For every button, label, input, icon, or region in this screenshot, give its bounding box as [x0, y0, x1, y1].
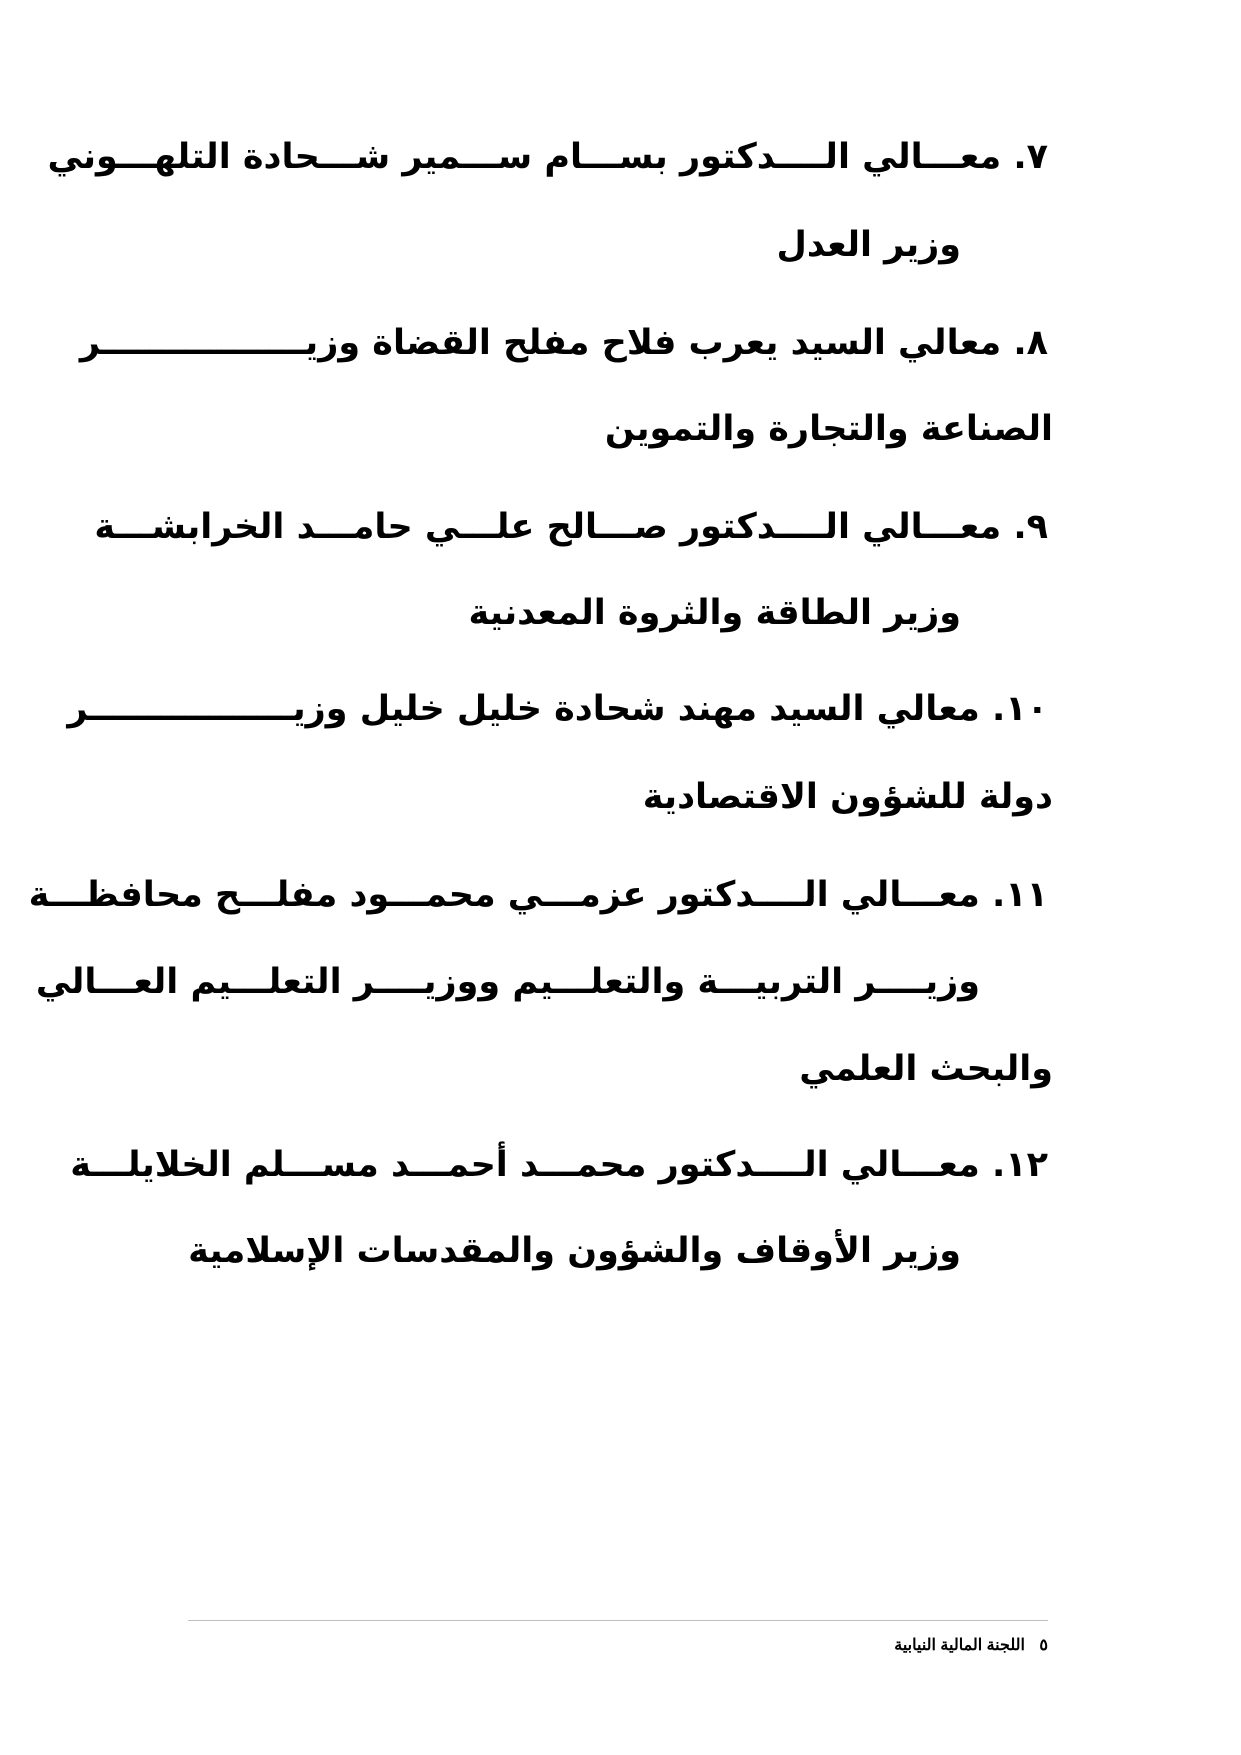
item-10-title: دولة للشؤون الاقتصادية [642, 777, 1053, 817]
item-9-name: ٩. معـــالي الــــدكتور صـــالح علـــي حامـــد الخرابشـــة [94, 507, 1048, 547]
item-7-name: ٧. معـــالي الــــدكتور بســـام ســـمير شـــحادة التلهـــوني [47, 137, 1048, 177]
item-8-title: الصناعة والتجارة والتموين [604, 409, 1053, 449]
item-8-name: ٨. معالي السيد يعرب فلاح مفلح القضاة وزيـــــــــــــــــر [79, 323, 1048, 363]
item-11-title: وزيــــر التربيـــة والتعلـــيم ووزيــــر التعلـــيم العـــالي [35, 962, 980, 1002]
footer [894, 1635, 1048, 1655]
item-10-name: ١٠. معالي السيد مهند شحادة خليل خليل وزيـــــــــــــــــر [67, 689, 1048, 729]
footer-divider [188, 1620, 1048, 1621]
item-7-title: وزير العدل [776, 225, 961, 265]
item-12-title: وزير الأوقاف والشؤون والمقدسات الإسلامية [188, 1231, 961, 1271]
item-11-title-cont: والبحث العلمي [799, 1049, 1053, 1089]
item-12-name: ١٢. معـــالي الــــدكتور محمـــد أحمـــد مســـلم الخلايلـــة [70, 1145, 1048, 1185]
committee-name: اللجنة المالية النيابية [894, 1637, 1025, 1654]
page-number: ٥ [1039, 1637, 1048, 1654]
item-9-title: وزير الطاقة والثروة المعدنية [468, 593, 961, 633]
item-11-name: ١١. معـــالي الــــدكتور عزمـــي محمـــود مفلـــح محافظـــة [28, 875, 1048, 915]
